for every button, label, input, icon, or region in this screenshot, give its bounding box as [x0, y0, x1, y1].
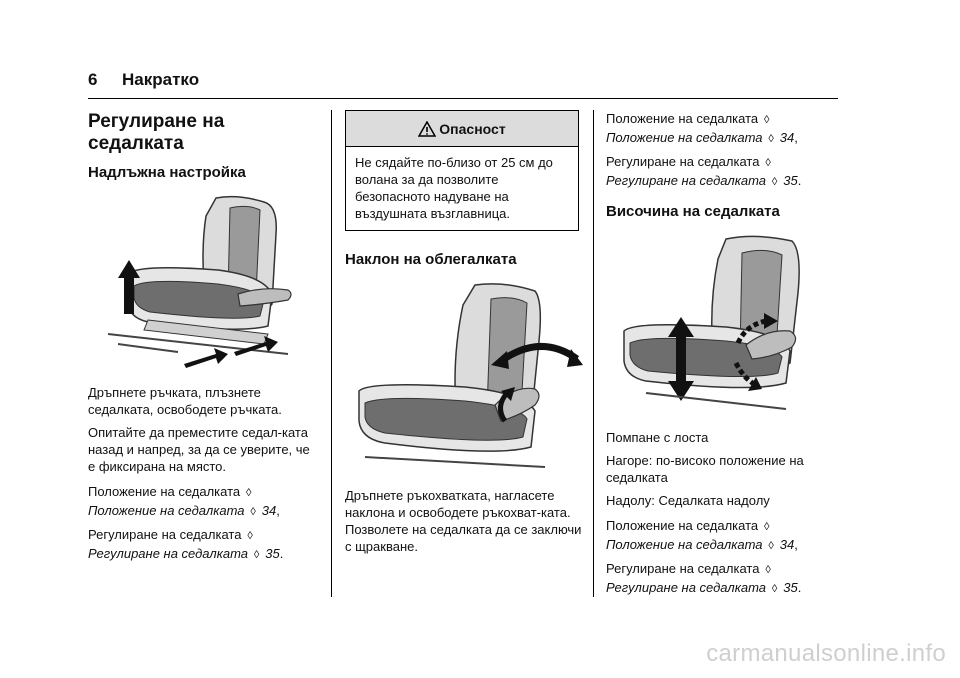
page-header — [88, 70, 199, 90]
subheading-recline: Наклон на облегалката — [345, 251, 517, 268]
page-reference-icon: ◊ — [771, 176, 778, 188]
body-text: Надолу: Седалката надолу — [606, 493, 770, 508]
page-reference-icon: ◊ — [764, 114, 770, 126]
warning-text: Не сядайте по-близо от 25 см до волана за да позволите безопасното надуване на въздушната възглавница. — [355, 155, 553, 221]
header-rule — [88, 98, 838, 99]
page-reference-icon: ◊ — [246, 487, 252, 499]
page-reference-icon: ◊ — [768, 540, 774, 552]
page-reference-icon: ◊ — [768, 133, 774, 145]
column-2 — [345, 110, 585, 555]
page-reference-icon: ◊ — [253, 549, 260, 561]
column-3 — [606, 110, 838, 598]
body-text: Помпане с лоста — [606, 430, 709, 445]
subheading-fore-aft: Надлъжна настройка — [88, 164, 246, 181]
page-reference-icon: ◊ — [765, 564, 771, 576]
seat-recline-illustration — [345, 281, 585, 477]
page-reference-icon: ◊ — [250, 506, 256, 518]
cross-reference[interactable]: Положение на седалката ◊ Положение на седалката ◊ 34, — [606, 517, 838, 555]
section-title: Накратко — [122, 70, 200, 89]
cross-reference[interactable]: Регулиране на седалката ◊ Регулиране на седалката ◊ 35. — [88, 526, 316, 564]
cross-reference[interactable]: Положение на седалката ◊ Положение на седалката ◊ 34, — [606, 110, 838, 148]
warning-title: Опасност — [439, 121, 506, 137]
seat-height-illustration — [606, 233, 838, 423]
warning-triangle-icon — [418, 121, 436, 137]
body-text: Дръпнете ръкохватката, нагласете наклона и освободете ръкохват-ката. Позволете на седалката да се заключи с щракване. — [345, 488, 582, 554]
watermark: carmanualsonline.info — [706, 640, 946, 667]
cross-reference[interactable]: Положение на седалката ◊ Положение на седалката ◊ 34, — [88, 483, 316, 521]
page-number: 6 — [88, 70, 98, 89]
warning-box — [345, 110, 579, 231]
page-reference-icon: ◊ — [771, 583, 778, 595]
warning-header — [346, 111, 578, 147]
section-heading: Регулиране на седалката — [88, 111, 225, 154]
subheading-height: Височина на седалката — [606, 203, 780, 220]
seat-fore-aft-illustration — [88, 194, 316, 372]
column-divider-2 — [593, 110, 594, 597]
body-text: Дръпнете ръчката, плъзнете седалката, освободете ръчката. — [88, 385, 282, 417]
cross-reference[interactable]: Регулиране на седалката ◊ Регулиране на седалката ◊ 35. — [606, 153, 838, 191]
body-text: Нагоре: по-високо положение на седалката — [606, 453, 804, 485]
page-reference-icon: ◊ — [764, 521, 770, 533]
column-1 — [88, 110, 316, 564]
cross-reference[interactable]: Регулиране на седалката ◊ Регулиране на седалката ◊ 35. — [606, 560, 838, 598]
body-text: Опитайте да преместите седал-ката назад и напред, за да се уверите, че е фиксирана на място. — [88, 425, 310, 474]
page-reference-icon: ◊ — [247, 530, 253, 542]
column-divider-1 — [331, 110, 332, 597]
page-reference-icon: ◊ — [765, 157, 771, 169]
